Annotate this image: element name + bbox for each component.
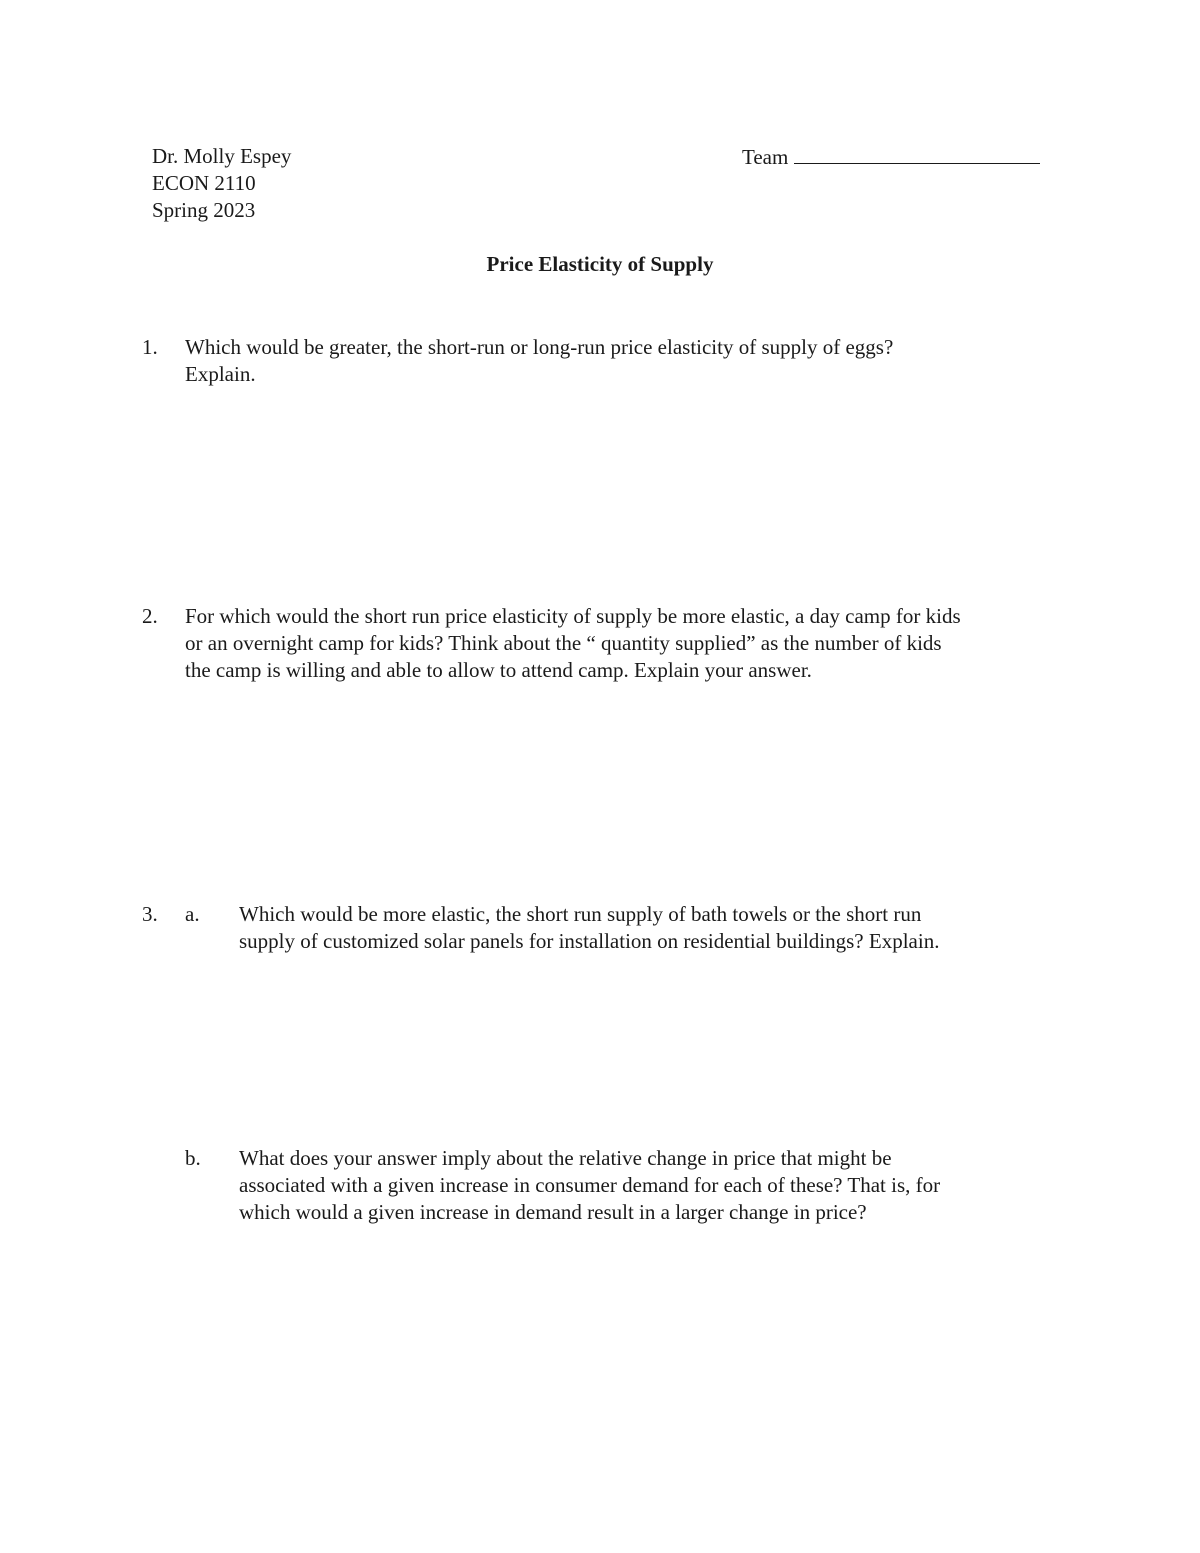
term: Spring 2023 [152, 198, 256, 222]
instructor-name: Dr. Molly Espey [152, 144, 292, 168]
header-info [152, 143, 291, 224]
question-3a-line: supply of customized solar panels for installation on residential buildings? Explain. [239, 929, 940, 953]
team-blank-line[interactable] [794, 143, 1040, 164]
question-3b-line: What does your answer imply about the relative change in price that might be [239, 1146, 892, 1170]
question-2-line: the camp is willing and able to allow to attend camp. Explain your answer. [185, 658, 812, 682]
question-3a-text [239, 901, 939, 955]
question-3b-letter: b. [185, 1146, 201, 1170]
question-1-number: 1. [142, 335, 158, 359]
question-2-line: or an overnight camp for kids? Think about the “ quantity supplied” as the number of kids [185, 631, 942, 655]
question-1-line: Explain. [185, 362, 256, 386]
worksheet-title: Price Elasticity of Supply [486, 252, 714, 276]
team-field [742, 143, 1040, 171]
team-label: Team [742, 145, 789, 169]
question-1-text [185, 334, 893, 388]
question-3b-line: which would a given increase in demand result in a larger change in price? [239, 1200, 867, 1224]
question-2-number: 2. [142, 604, 158, 628]
question-3-number: 3. [142, 902, 158, 926]
course-code: ECON 2110 [152, 171, 256, 195]
question-3b-text [239, 1145, 940, 1226]
question-2-line: For which would the short run price elasticity of supply be more elastic, a day camp for kids [185, 604, 961, 628]
question-2-text [185, 603, 961, 684]
question-3a-line: Which would be more elastic, the short run supply of bath towels or the short run [239, 902, 922, 926]
question-3b-line: associated with a given increase in consumer demand for each of these? That is, for [239, 1173, 941, 1197]
question-1-line: Which would be greater, the short-run or long-run price elasticity of supply of eggs? [185, 335, 894, 359]
question-3a-letter: a. [185, 902, 200, 926]
